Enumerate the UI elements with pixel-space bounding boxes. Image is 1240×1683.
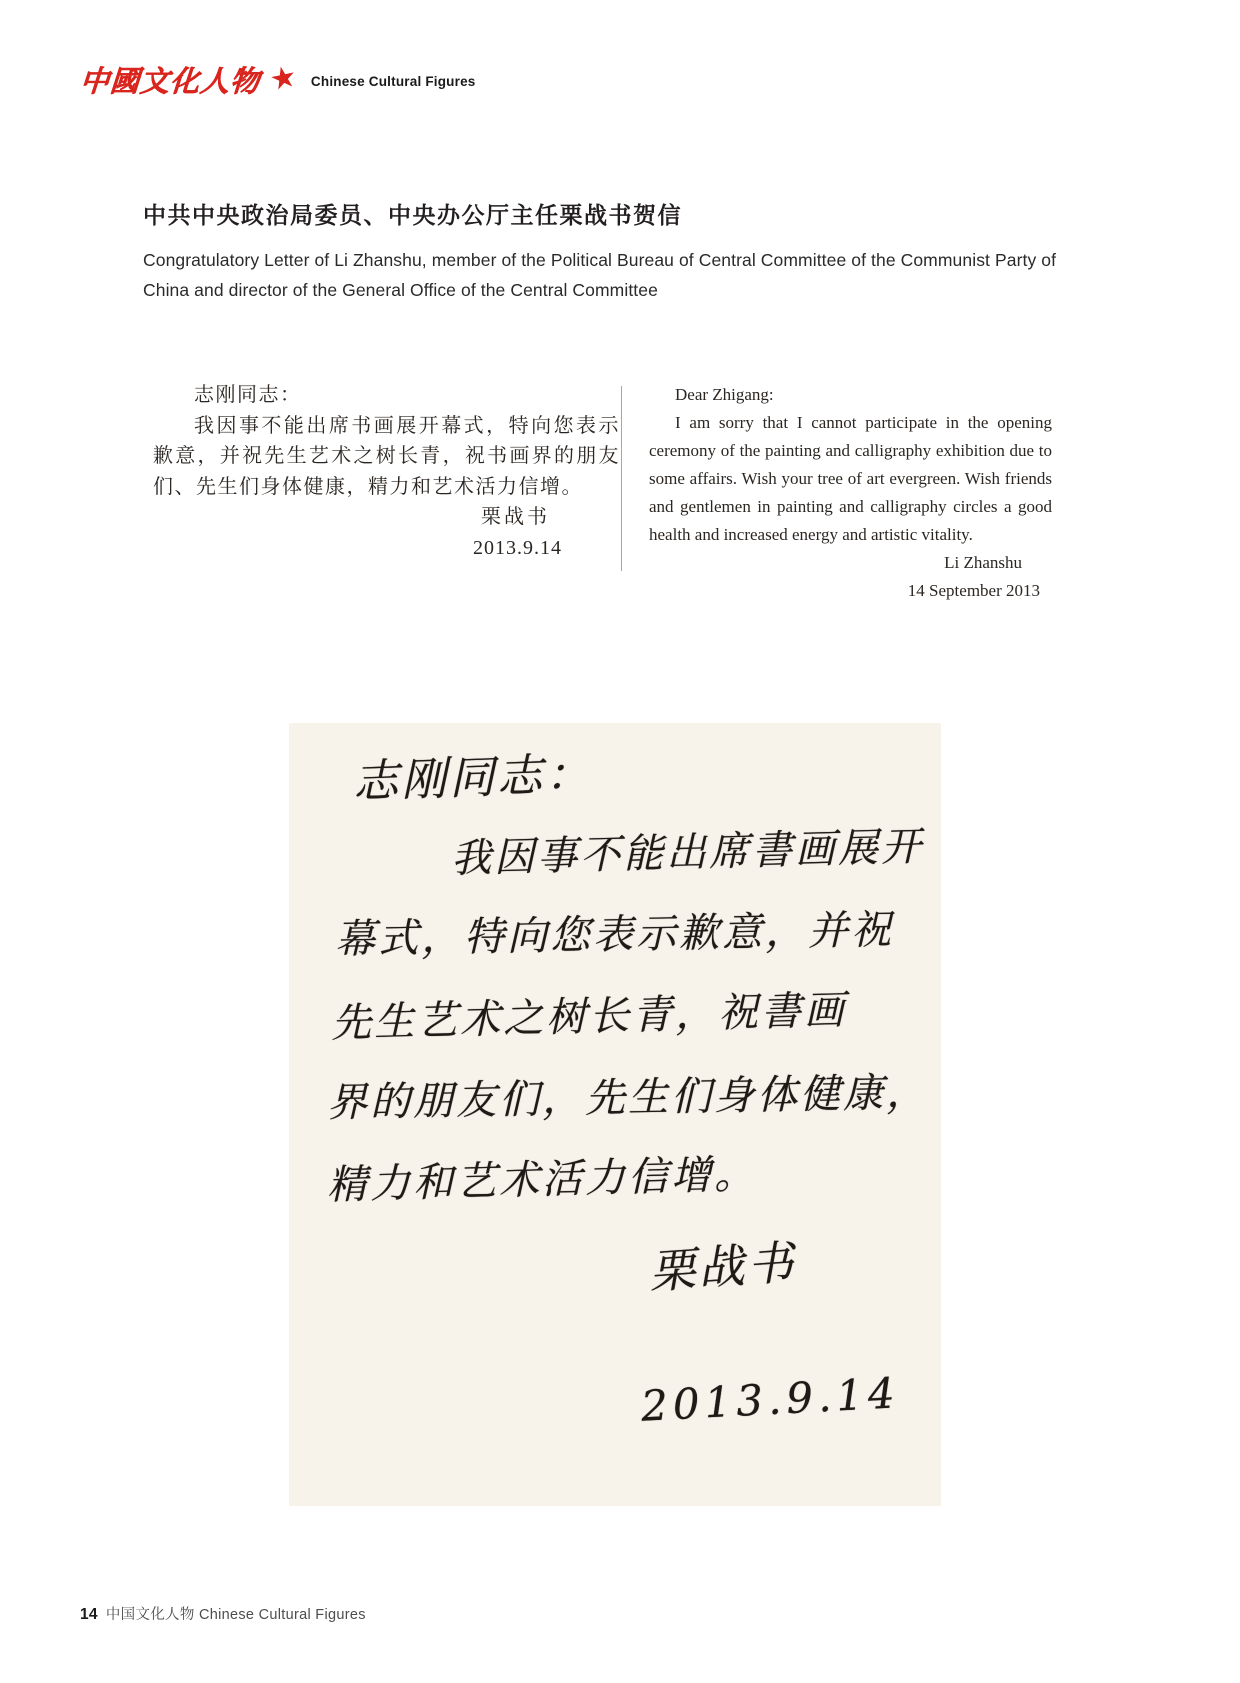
manuscript-line: 我因事不能出席書画展开 [450, 823, 925, 883]
manuscript-line: 志刚同志： [352, 746, 595, 809]
article-title-chinese: 中共中央政治局委员、中央办公厅主任栗战书贺信 [143, 202, 682, 228]
page-footer [80, 1603, 366, 1624]
masthead [80, 58, 476, 100]
letter-date-en: 14 September 2013 [907, 581, 1040, 600]
letter-body-zh: 我因事不能出席书画展开幕式，特向您表示歉意，并祝先生艺术之树长青，祝书画界的朋友们、先生们身体健康，精力和艺术活力信增。 [153, 414, 620, 498]
manuscript-signature: 栗战书 [647, 1234, 798, 1300]
manuscript-line: 界的朋友们，先生们身体健康， [326, 1069, 930, 1127]
column-divider [621, 386, 622, 571]
magazine-logo-chinese: 中國文化人物 [78, 63, 262, 98]
letter-signature-en: Li Zhanshu [944, 553, 1022, 572]
manuscript-line: 先生艺术之树长青，祝書画 [330, 987, 848, 1047]
letter-salutation-en: Dear Zhigang: [675, 385, 774, 404]
magazine-logo-english: Chinese Cultural Figures [310, 73, 476, 89]
manuscript-line: 精力和艺术活力信增。 [326, 1151, 758, 1209]
letter-column-chinese [153, 380, 620, 563]
footer-text: 中国文化人物 Chinese Cultural Figures [105, 1607, 366, 1623]
article-title-english: Congratulatory Letter of Li Zhanshu, member of the Political Bureau of Central Committee of the Communist Party of China and director of the General Office of the Central Committee [143, 250, 1057, 300]
letter-signature-zh: 栗战书 [481, 506, 550, 528]
manuscript-letter-image [289, 723, 941, 1506]
letter-salutation-zh: 志刚同志： [194, 384, 302, 406]
letter-date-zh: 2013.9.14 [473, 536, 562, 559]
page-number: 14 [80, 1606, 98, 1623]
manuscript-line: 幕式，特向您表示歉意，并祝 [334, 907, 895, 963]
red-star-icon: ★ [266, 59, 300, 98]
letter-column-english [649, 381, 1052, 605]
manuscript-date: 2013.9.14 [639, 1368, 901, 1431]
letter-body-en: I am sorry that I cannot participate in the opening ceremony of the painting and calligraphy exhibition due to some affairs. Wish your tree of art evergreen. Wish friends and gentlemen in painting and calligraphy circles a good health and increased energy and artistic vitality. [649, 413, 1052, 544]
